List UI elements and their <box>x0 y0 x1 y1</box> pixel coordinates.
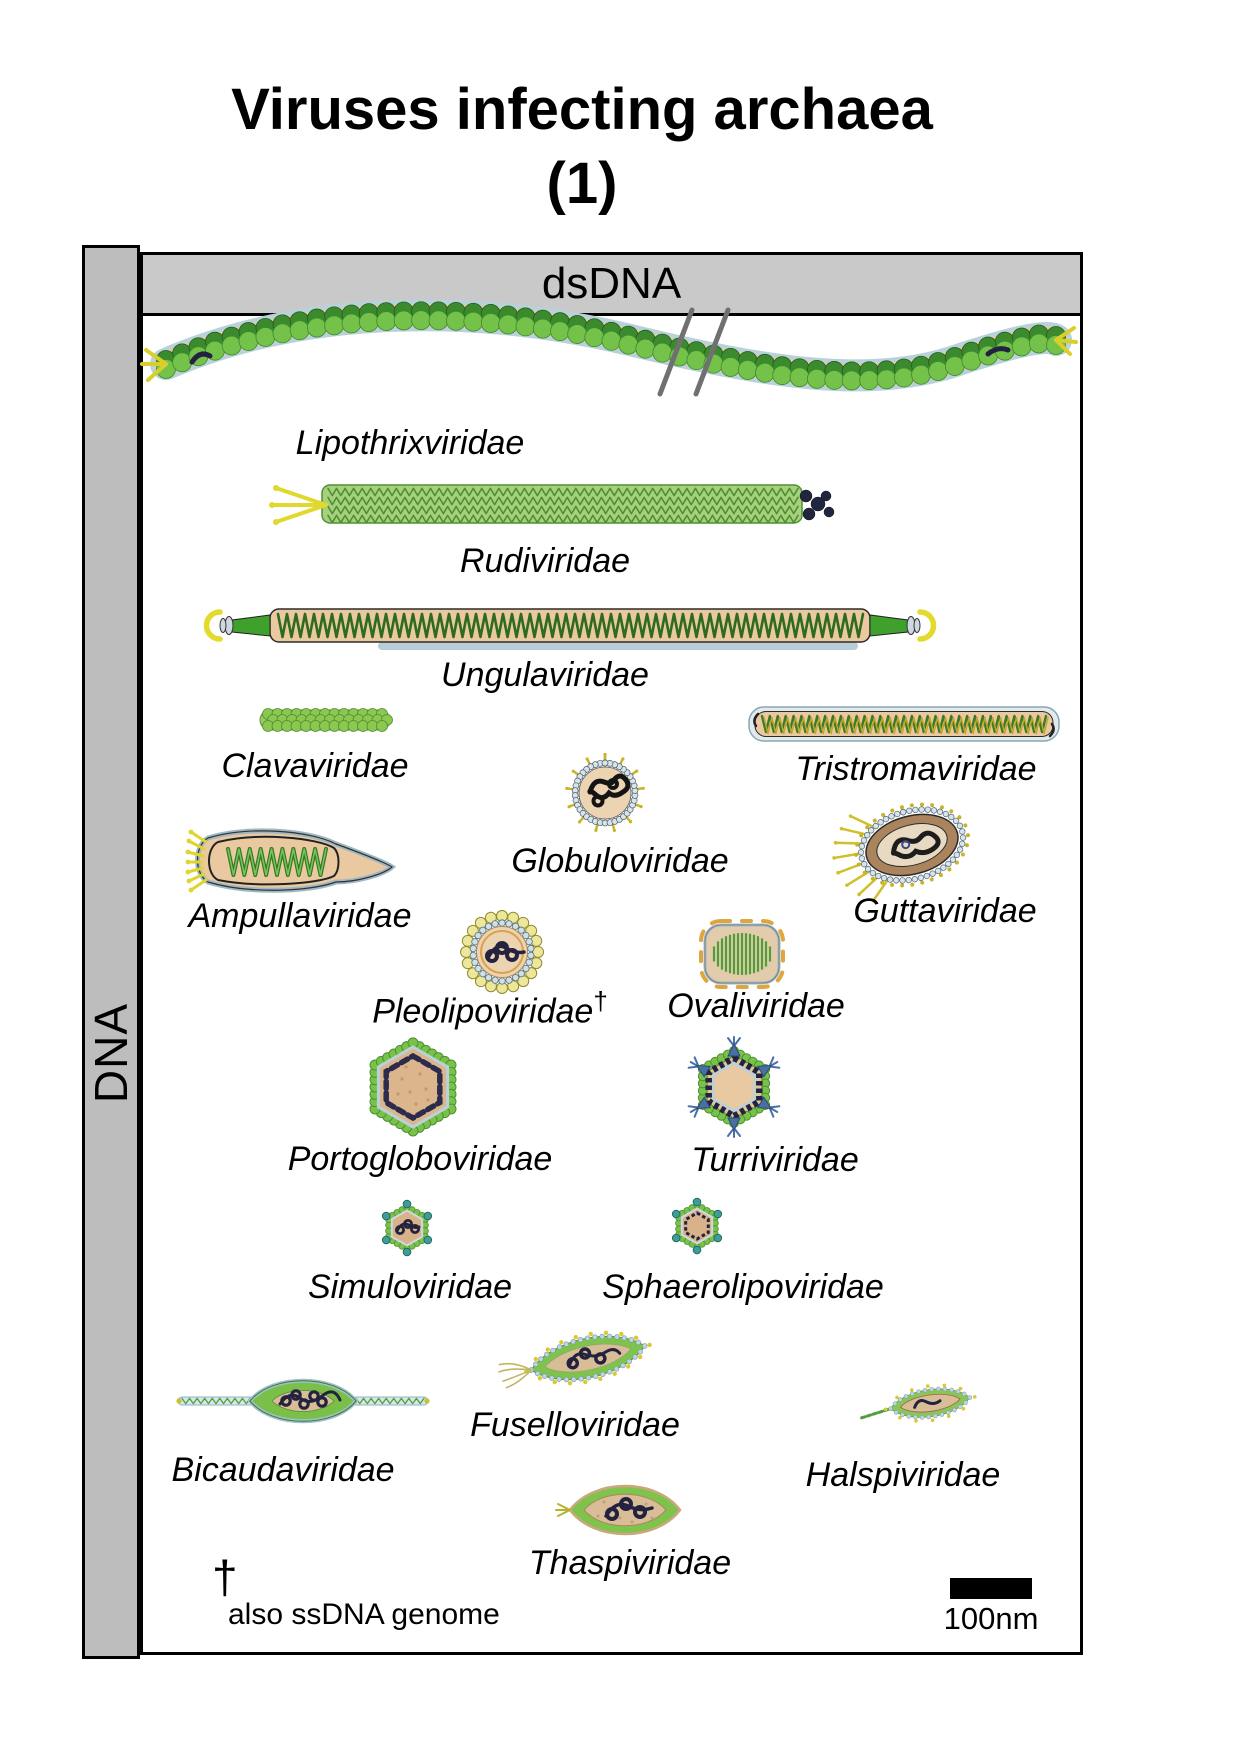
family-label-globuloviridae: Globuloviridae <box>511 842 729 880</box>
bicaudaviridae-virion-icon <box>176 1370 430 1432</box>
portogloboviridae-virion-icon <box>360 1034 466 1140</box>
pleolipoviridae-virion-icon <box>460 910 544 994</box>
globuloviridae-virion-icon <box>568 756 642 830</box>
family-label-rudiviridae: Rudiviridae <box>459 542 631 580</box>
halspiviridae-virion-icon <box>850 1376 998 1428</box>
footnote-text: also ssDNA genome <box>228 1598 500 1631</box>
family-label-bicaudaviridae: Bicaudaviridae <box>171 1451 395 1489</box>
family-label-ungulaviridae: Ungulaviridae <box>441 656 649 694</box>
family-label-turriviridae: Turriviridae <box>691 1141 859 1179</box>
lipothrixviridae-virion-icon <box>140 296 1080 411</box>
turriviridae-virion-icon <box>686 1038 782 1136</box>
family-label-clavaviridae: Clavaviridae <box>221 747 409 785</box>
family-label-ovaliviridae: Ovaliviridae <box>667 987 845 1025</box>
footnote-dagger-symbol: † <box>212 1551 238 1603</box>
family-label-fuselloviridae: Fuselloviridae <box>470 1406 680 1444</box>
ampullaviridae-virion-icon <box>188 824 398 896</box>
family-label-sphaerolipoviridae: Sphaerolipoviridae <box>602 1268 884 1306</box>
sphaerolipoviridae-virion-icon <box>668 1194 726 1258</box>
guttaviridae-virion-icon <box>846 798 978 892</box>
dna-group-label: DNA <box>85 1002 137 1104</box>
family-label-portogloboviridae: Portogloboviridae <box>287 1140 553 1178</box>
scale-bar-label: 100nm <box>943 1601 1039 1636</box>
rudiviridae-virion-icon <box>266 476 841 534</box>
family-label-halspiviridae: Halspiviridae <box>805 1456 1001 1494</box>
family-label-simuloviridae: Simuloviridae <box>307 1268 513 1306</box>
dna-group-sidebar <box>82 245 140 1659</box>
family-label-text: Pleolipoviridae <box>372 992 594 1031</box>
page-title: Viruses infecting archaea <box>231 77 933 142</box>
ungulaviridae-virion-icon <box>208 598 953 656</box>
dsdna-header: dsDNA <box>140 252 1083 316</box>
thaspiviridae-virion-icon <box>554 1466 696 1554</box>
dagger-superscript: † <box>593 986 608 1016</box>
simuloviridae-virion-icon <box>378 1196 436 1260</box>
ovaliviridae-virion-icon <box>698 918 788 992</box>
fuselloviridae-virion-icon <box>498 1320 656 1396</box>
family-label-tristromaviridae: Tristromaviridae <box>795 750 1037 788</box>
family-label-pleolipoviridae <box>372 986 608 1031</box>
clavaviridae-virion-icon <box>252 700 400 740</box>
scale-bar <box>950 1578 1032 1599</box>
tristromaviridae-virion-icon <box>746 702 1064 748</box>
family-label-lipothrixviridae: Lipothrixviridae <box>295 424 525 462</box>
page-title-number: (1) <box>546 151 618 216</box>
family-label-ampullaviridae: Ampullaviridae <box>188 897 412 935</box>
family-label-guttaviridae: Guttaviridae <box>853 892 1037 930</box>
family-label-thaspiviridae: Thaspiviridae <box>528 1544 732 1582</box>
